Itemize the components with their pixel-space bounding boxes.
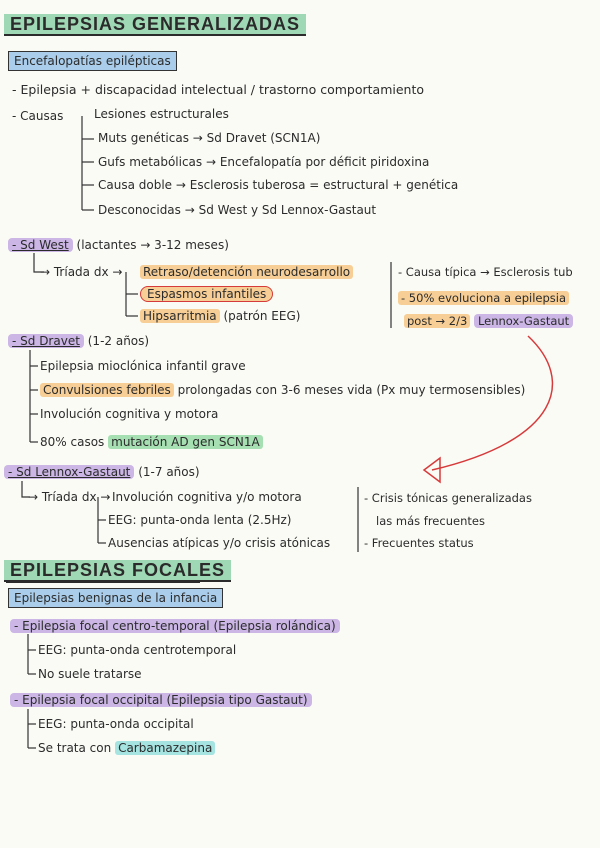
west-item: Retraso/detención neurodesarrollo xyxy=(140,263,353,281)
west-side-evolution: - 50% evoluciona a epilepsia xyxy=(398,289,569,307)
dravet-item: Convulsiones febriles prolongadas con 3-6 meses vida (Px muy termosensibles) xyxy=(40,381,525,399)
lennox-item: EEG: punta-onda lenta (2.5Hz) xyxy=(108,513,292,527)
lennox-side-note: - Frecuentes status xyxy=(364,536,474,550)
dravet-heading xyxy=(8,332,149,350)
causa-item: Lesiones estructurales xyxy=(94,107,229,121)
west-side-evolution-2: post → 2/3 Lennox-Gastaut xyxy=(404,312,573,330)
subsection-box-encefalopatias: Encefalopatías epilépticas xyxy=(8,51,177,71)
lennox-heading xyxy=(4,463,200,481)
focal-occ-item: Se trata con Carbamazepina xyxy=(38,739,215,757)
causa-item: Causa doble → Esclerosis tuberosa = estructural + genética xyxy=(98,178,459,192)
west-name: - Sd West xyxy=(8,238,73,252)
focal-occ-item: EEG: punta-onda occipital xyxy=(38,717,194,731)
lennox-side-note: - Crisis tónicas generalizadas xyxy=(364,491,532,505)
focal-ct-item: EEG: punta-onda centrotemporal xyxy=(38,643,237,657)
encef-definition: - Epilepsia + discapacidad intelectual / trastorno comportamiento xyxy=(12,82,424,97)
causas-label: - Causas xyxy=(12,109,64,123)
section-title-focales: EPILEPSIAS FOCALES xyxy=(4,560,231,582)
dravet-item: 80% casos mutación AD gen SCN1A xyxy=(40,433,263,451)
lennox-age: (1-7 años) xyxy=(138,465,200,479)
causa-item: Gufs metabólicas → Encefalopatía por déficit piridoxina xyxy=(98,155,430,169)
lennox-name: - Sd Lennox-Gastaut xyxy=(4,465,134,479)
west-heading xyxy=(8,236,229,254)
lennox-triada-label: → Tríada dx → xyxy=(28,490,111,504)
west-age: (lactantes → 3-12 meses) xyxy=(76,238,229,252)
west-side-cause: - Causa típica → Esclerosis tub xyxy=(398,265,573,279)
focal-ct-item: No suele tratarse xyxy=(38,667,142,681)
west-item: Espasmos infantiles xyxy=(140,285,273,303)
west-triada-label: → Tríada dx → xyxy=(40,265,123,279)
causa-item: Muts genéticas → Sd Dravet (SCN1A) xyxy=(98,131,321,145)
west-item: Hipsarritmia (patrón EEG) xyxy=(140,307,300,325)
red-arrow-line xyxy=(432,336,552,470)
lennox-side-note: las más frecuentes xyxy=(376,514,485,528)
dravet-age: (1-2 años) xyxy=(87,334,150,348)
dravet-item: Epilepsia mioclónica infantil grave xyxy=(40,359,246,373)
causa-item: Desconocidas → Sd West y Sd Lennox-Gastaut xyxy=(98,203,377,217)
focal-ct-heading: - Epilepsia focal centro-temporal (Epilepsia rolándica) xyxy=(10,617,340,635)
dravet-name: - Sd Dravet xyxy=(8,334,84,348)
section-title-generalizadas: EPILEPSIAS GENERALIZADAS xyxy=(4,14,306,36)
dravet-item: Involución cognitiva y motora xyxy=(40,407,219,421)
lennox-item: Involución cognitiva y/o motora xyxy=(112,490,302,504)
lennox-item: Ausencias atípicas y/o crisis atónicas xyxy=(108,536,331,550)
subsection-box-benignas: Epilepsias benignas de la infancia xyxy=(8,588,223,608)
focal-occ-heading: - Epilepsia focal occipital (Epilepsia tipo Gastaut) xyxy=(10,691,312,709)
